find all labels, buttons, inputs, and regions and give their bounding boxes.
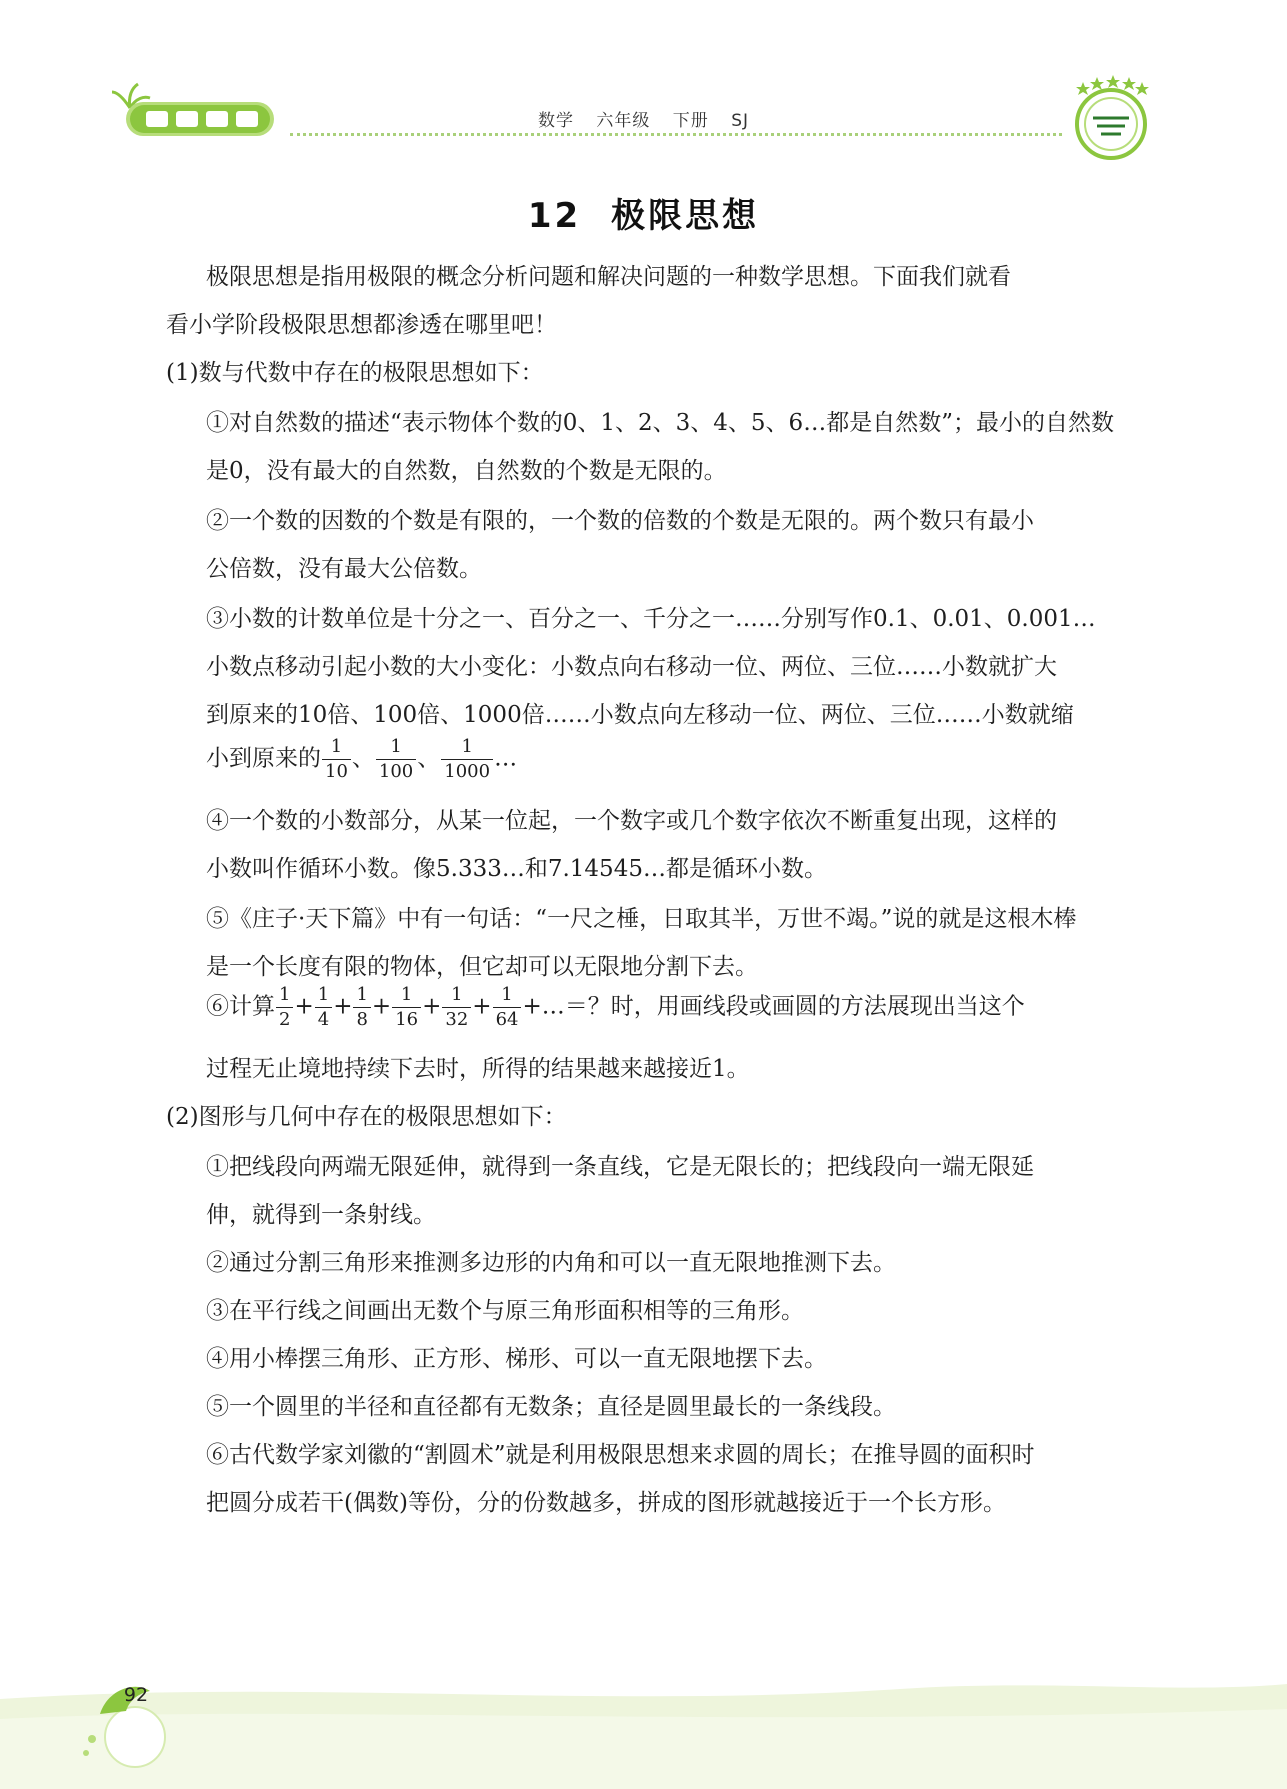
list-item-text: ③在平行线之间画出无数个与原三角形面积相等的三角形。 <box>206 1298 804 1324</box>
separator: 、 <box>351 745 375 772</box>
list-item-text: ②通过分割三角形来推测多边形的内角和可以一直无限地推测下去。 <box>206 1250 896 1276</box>
denominator: 64 <box>493 1007 522 1029</box>
page-header <box>0 0 1287 150</box>
denominator: 1000 <box>441 759 493 781</box>
denominator: 8 <box>353 1007 370 1029</box>
fraction <box>322 738 351 781</box>
numerator: 1 <box>279 984 291 1005</box>
plus-sign: + <box>422 993 442 1020</box>
fraction <box>315 986 332 1029</box>
list-item-text: 小数叫作循环小数。像5.333…和7.14545…都是循环小数。 <box>206 856 827 882</box>
text-fragment: +…＝？时，用画线段或画圆的方法展现出当这个 <box>522 993 1025 1020</box>
lesson-number: 12 <box>527 196 582 236</box>
list-item-text: ③小数的计数单位是十分之一、百分之一、千分之一……分别写作0.1、0.01、0.001… <box>206 606 1096 632</box>
denominator: 16 <box>392 1007 421 1029</box>
section-heading: (1)数与代数中存在的极限思想如下： <box>166 360 544 386</box>
numerator: 1 <box>317 984 330 1005</box>
numerator: 1 <box>390 736 402 757</box>
page-number: 92 <box>123 1684 149 1706</box>
list-item-text: ①对自然数的描述“表示物体个数的0、1、2、3、4、5、6…都是自然数”；最小的自然数 <box>206 410 1114 436</box>
list-item-text: ④用小棒摆三角形、正方形、梯形、可以一直无限地摆下去。 <box>206 1346 827 1372</box>
denominator: 32 <box>442 1007 471 1029</box>
numerator: 1 <box>461 736 473 757</box>
text-fragment: ⑥计算 <box>206 993 275 1020</box>
volume-label: 下册 <box>672 111 709 131</box>
fraction <box>392 986 421 1029</box>
text-fragment: … <box>494 745 518 772</box>
list-item-text: 过程无止境地持续下去时，所得的结果越来越接近1。 <box>206 1056 750 1082</box>
numerator: 1 <box>501 984 513 1005</box>
intro-line: 极限思想是指用极限的概念分析问题和解决问题的一种数学思想。下面我们就看 <box>206 264 1011 290</box>
numerator: 1 <box>400 984 413 1005</box>
plus-sign: + <box>333 993 353 1020</box>
lesson-title: 极限思想 <box>611 196 760 236</box>
author-seal <box>1063 74 1153 164</box>
list-item-text: ⑥古代数学家刘徽的“割圆术”就是利用极限思想来求圆的周长；在推导圆的面积时 <box>206 1442 1035 1468</box>
list-item-text: 到原来的10倍、100倍、1000倍……小数点向左移动一位、两位、三位……小数就缩 <box>206 702 1074 728</box>
denominator: 2 <box>276 1007 293 1029</box>
denominator: 10 <box>322 759 351 781</box>
denominator: 4 <box>315 1007 332 1029</box>
list-item-text: 是一个长度有限的物体，但它却可以无限地分割下去。 <box>206 954 758 980</box>
subject-label: 数学 <box>537 111 574 131</box>
numerator: 1 <box>330 736 343 757</box>
denominator: 100 <box>376 759 416 781</box>
fraction <box>353 986 370 1029</box>
numerator: 1 <box>451 984 463 1005</box>
section-heading: (2)图形与几何中存在的极限思想如下： <box>166 1104 567 1130</box>
list-item-text: ①把线段向两端无限延伸，就得到一条直线，它是无限长的；把线段向一端无限延 <box>206 1154 1034 1180</box>
fraction <box>442 986 471 1029</box>
fraction <box>376 738 416 781</box>
plus-sign: + <box>294 993 314 1020</box>
fraction <box>276 986 293 1029</box>
list-item-text: ②一个数的因数的个数是有限的，一个数的倍数的个数是无限的。两个数只有最小 <box>206 508 1034 534</box>
list-item-text: ④一个数的小数部分，从某一位起，一个数字或几个数字依次不断重复出现，这样的 <box>206 808 1057 834</box>
plus-sign: + <box>371 993 392 1020</box>
fraction <box>493 986 522 1029</box>
fraction-line <box>206 738 517 781</box>
intro-line: 看小学阶段极限思想都渗透在哪里吧！ <box>166 312 557 338</box>
page-title <box>0 188 1287 237</box>
text-fragment: 小到原来的 <box>206 745 321 772</box>
list-item-text: ⑤《庄子·天下篇》中有一句话：“一尺之棰，日取其半，万世不竭。”说的就是这根木棒 <box>206 906 1077 932</box>
fraction <box>441 738 493 781</box>
list-item-text: ⑤一个圆里的半径和直径都有无数条；直径是圆里最长的一条线段。 <box>206 1394 896 1420</box>
grade-label: 六年级 <box>596 111 651 131</box>
plus-sign: + <box>472 993 492 1020</box>
fraction-line <box>206 986 1025 1029</box>
page-footer <box>0 1619 1287 1789</box>
list-item-text: 是0，没有最大的自然数，自然数的个数是无限的。 <box>206 458 727 484</box>
list-item-text: 伸，就得到一条射线。 <box>206 1202 436 1228</box>
list-item-text: 把圆分成若干(偶数)等份，分的份数越多，拼成的图形就越接近于一个长方形。 <box>206 1490 1006 1516</box>
list-item-text: 公倍数，没有最大公倍数。 <box>206 556 482 582</box>
list-item-text: 小数点移动引起小数的大小变化：小数点向右移动一位、两位、三位……小数就扩大 <box>206 654 1057 680</box>
numerator: 1 <box>356 984 368 1005</box>
separator: 、 <box>417 745 441 772</box>
edition-label: SJ <box>731 111 750 131</box>
header-divider <box>290 133 1062 136</box>
